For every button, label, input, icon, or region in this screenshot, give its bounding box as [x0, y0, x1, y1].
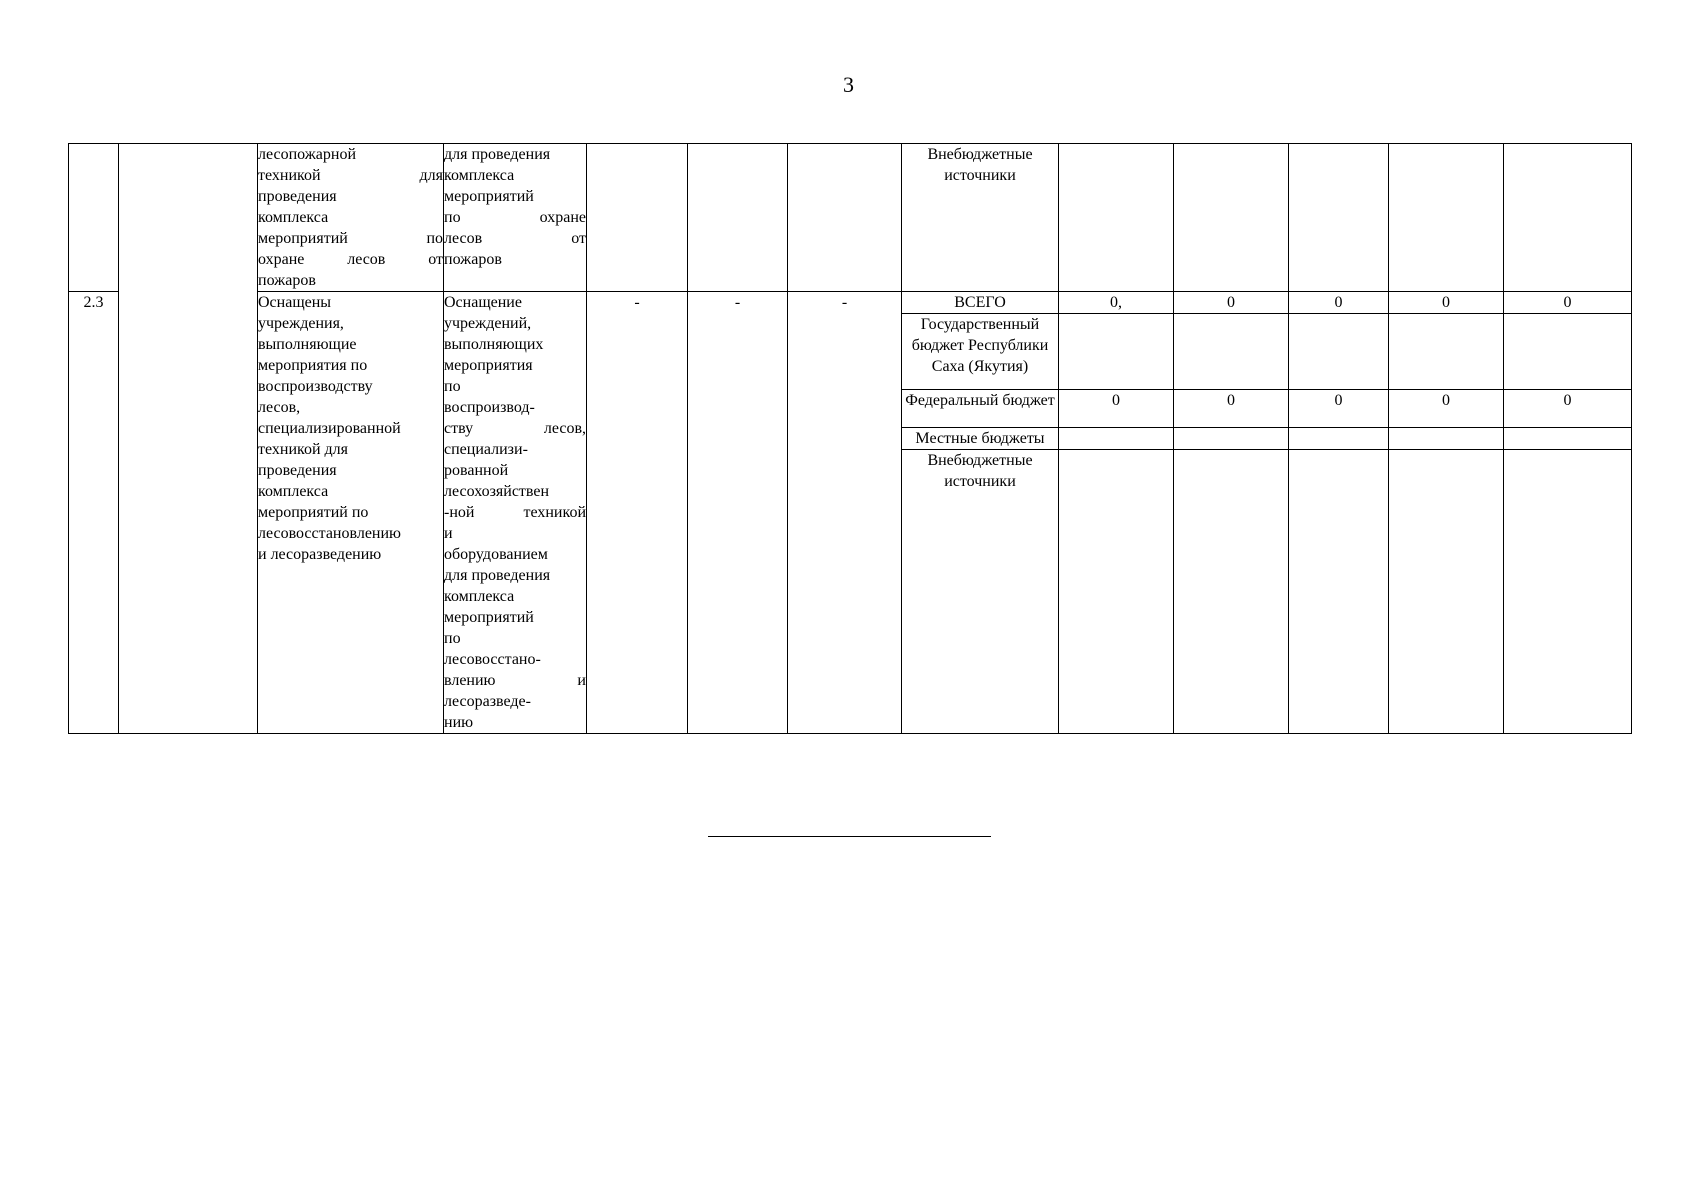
cell-dash: -	[587, 292, 688, 734]
state-budget-value-2	[1174, 314, 1289, 390]
funding-source-extrabudgetary: Внебюджетные источники	[902, 450, 1059, 734]
row-number: 2.3	[69, 292, 119, 734]
state-budget-value-5	[1504, 314, 1632, 390]
state-budget-value-3	[1289, 314, 1389, 390]
federal-budget-value-5: 0	[1504, 390, 1632, 428]
cell-empty	[688, 144, 788, 292]
local-budgets-value-1	[1059, 428, 1174, 450]
cell-value-empty	[1289, 144, 1389, 292]
federal-budget-value-4: 0	[1389, 390, 1504, 428]
cell-number-empty	[69, 144, 119, 292]
total-value-5: 0	[1504, 292, 1632, 314]
cell-result-2-3: Оснащены учреждения, выполняющие мероприятия по воспроизводству лесов, специализированной техникой для проведения комплекса мероприятий по лесовосстановлению и лесоразведению	[258, 292, 444, 734]
funding-source-state-budget: Государственный бюджет Республики Саха (Якутия)	[902, 314, 1059, 390]
cell-value-empty	[1174, 144, 1289, 292]
local-budgets-value-4	[1389, 428, 1504, 450]
cell-value-empty	[1389, 144, 1504, 292]
funding-source-extrabudgetary-cont: Внебюджетные источники	[902, 144, 1059, 292]
cell-dash: -	[688, 292, 788, 734]
total-value-1: 0,	[1059, 292, 1174, 314]
cell-activity-2-3: Оснащение учреждений, выполняющих мероприятия по воспроизвод- ству лесов, специализи- рованной лесохозяйствен -ной техникой и оборудованием для проведения комплекса мероприятий по лесовосстано- влению и лесоразведе- нию	[444, 292, 587, 734]
cell-empty	[788, 144, 902, 292]
local-budgets-value-5	[1504, 428, 1632, 450]
total-value-2: 0	[1174, 292, 1289, 314]
footer-separator-line	[708, 836, 991, 837]
cell-activity-cont: для проведения комплекса мероприятий по охране лесов от пожаров	[444, 144, 587, 292]
state-budget-value-1	[1059, 314, 1174, 390]
extrabudgetary-value-3	[1289, 450, 1389, 734]
cell-merged-empty	[119, 144, 258, 734]
funding-source-federal-budget: Федеральный бюджет	[902, 390, 1059, 428]
local-budgets-value-2	[1174, 428, 1289, 450]
federal-budget-value-2: 0	[1174, 390, 1289, 428]
extrabudgetary-value-1	[1059, 450, 1174, 734]
extrabudgetary-value-2	[1174, 450, 1289, 734]
cell-empty	[587, 144, 688, 292]
extrabudgetary-value-4	[1389, 450, 1504, 734]
cell-value-empty	[1059, 144, 1174, 292]
funding-source-total: ВСЕГО	[902, 292, 1059, 314]
cell-dash: -	[788, 292, 902, 734]
state-budget-value-4	[1389, 314, 1504, 390]
cell-value-empty	[1504, 144, 1632, 292]
federal-budget-value-1: 0	[1059, 390, 1174, 428]
federal-budget-value-3: 0	[1289, 390, 1389, 428]
page-number: 3	[843, 72, 854, 97]
funding-source-local-budgets: Местные бюджеты	[902, 428, 1059, 450]
program-table	[68, 143, 1632, 734]
table-row-continued	[69, 144, 1632, 292]
cell-result-cont: лесопожарной техникой для проведения комплекса мероприятий по охране лесов от пожаров	[258, 144, 444, 292]
total-value-4: 0	[1389, 292, 1504, 314]
local-budgets-value-3	[1289, 428, 1389, 450]
total-value-3: 0	[1289, 292, 1389, 314]
table-row-2-3-total	[69, 292, 1632, 314]
extrabudgetary-value-5	[1504, 450, 1632, 734]
